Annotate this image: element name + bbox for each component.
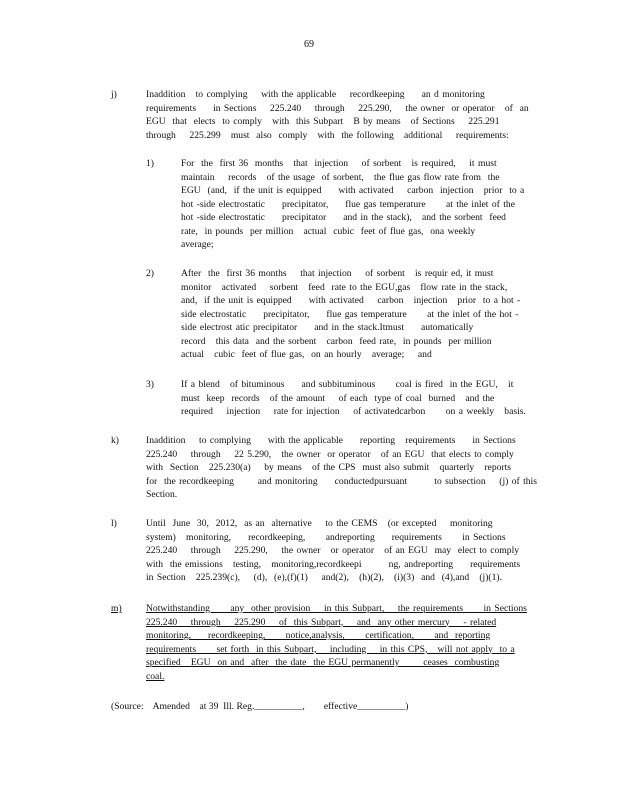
- text-line: Notwithstanding any other provision in this Subpart, the requirements in Sections: [146, 603, 527, 614]
- text-line: requirements in Sections 225.240 through 225.290, the owner or operator of an: [146, 102, 529, 114]
- text-line: hot -side electrostatic precipitator, flue gas temperature at the inlet of the: [181, 198, 515, 210]
- text-line: EGU (and, if the unit is equipped with activated carbon injection prior to a: [181, 185, 525, 196]
- paragraph-text: [146, 434, 541, 502]
- text-line: required injection rate for injection of activatedcarbon on a weekly basis.: [181, 406, 526, 417]
- text-line: monitoring, recordkeeping, notice,analysis, certification, and reporting: [146, 630, 491, 641]
- text-line: hot -side electrostatic precipitator and in the stack), and the sorbent feed: [181, 212, 506, 223]
- text-line: maintain records of the usage of sorbent, the flue gas flow rate from the: [181, 171, 500, 183]
- text-line: through 225.299 must also comply with the following additional requirements:: [146, 129, 509, 141]
- paragraph-label: m): [111, 603, 122, 614]
- page-number: 69: [304, 39, 314, 50]
- subparagraph-label: 2): [146, 268, 154, 279]
- text-line: actual cubic feet of flue gas, on an hourly average; and: [181, 349, 432, 360]
- text-line: 225.240 through 225.290 of this Subpart, and any other mercury - related: [146, 616, 497, 628]
- subparagraph-label: 3): [146, 379, 154, 390]
- text-line: side electrost atic precipitator and in the stack.Itmust automatically: [181, 322, 474, 333]
- text-line: For the first 36 months that injection of sorbent is required, it must: [181, 158, 497, 169]
- text-line: in Section 225.239(c), (d), (e),(f)(1) and(2), (h)(2), (i)(3) and (4),and (j)(1).: [146, 572, 503, 583]
- source-note: (Source: Amended at 39 Ill. Reg.__________, effective__________): [111, 701, 409, 712]
- text-line: Until June 30, 2012, as an alternative to the CEMS (or excepted monitoring: [146, 518, 493, 529]
- paragraph-label: l): [111, 518, 117, 529]
- text-line: record this data and the sorbent carbon feed rate, in pounds per million: [181, 335, 492, 347]
- text-line: average;: [181, 239, 214, 250]
- paragraph-text: [146, 88, 541, 142]
- text-line: coal.: [146, 670, 165, 682]
- text-line: 225.240 through 22 5.290, the owner or operator of an EGU that elects to comply: [146, 448, 514, 460]
- text-line: specified EGU on and after the date the EGU permanently ceases combusting: [146, 657, 500, 668]
- text-line: for the recordkeeping and monitoring conductedpursuant to subsection (j) of this: [146, 475, 537, 487]
- text-line: rate, in pounds per million actual cubic feet of flue gas, ona weekly: [181, 225, 476, 237]
- text-line: If a blend of bituminous and subbituminous coal is fired in the EGU, it: [181, 379, 514, 390]
- text-line: system) monitoring, recordkeeping, andreporting requirements in Sections: [146, 531, 506, 543]
- paragraph-label: j): [111, 89, 117, 100]
- subparagraph-text: [181, 378, 546, 419]
- paragraph-label: k): [111, 435, 119, 446]
- text-line: must keep records of the amount of each type of coal burned and the: [181, 392, 495, 404]
- text-line: side electrostatic precipitator, flue gas temperature at the inlet of the hot -: [181, 308, 519, 320]
- text-line: Inaddition to complying with the applicable reporting requirements in Sections: [146, 435, 516, 446]
- subparagraph-text: [181, 157, 546, 252]
- subparagraph-label: 1): [146, 158, 154, 169]
- text-line: with Section 225.230(a) by means of the CPS must also submit quarterly reports: [146, 462, 512, 473]
- paragraph-text: [146, 602, 541, 683]
- paragraph-text: [146, 517, 541, 585]
- text-line: with the emissions testing, monitoring,recordkeepi ng, andreporting requirements: [146, 558, 521, 570]
- text-line: Section.: [146, 489, 178, 500]
- text-line: monitor activated sorbent feed rate to the EGU,gas flow rate in the stack,: [181, 281, 508, 293]
- subparagraph-text: [181, 267, 546, 362]
- text-line: and, if the unit is equipped with activated carbon injection prior to a hot -: [181, 295, 521, 306]
- text-line: EGU that elects to comply with this Subpart B by means of Sections 225.291: [146, 116, 500, 127]
- text-line: 225.240 through 225.290, the owner or operator of an EGU may elect to comply: [146, 545, 520, 556]
- text-line: Inaddition to complying with the applicable recordkeeping an d monitoring: [146, 89, 485, 100]
- text-line: requirements set forth in this Subpart, including in this CPS, will not apply to a: [146, 643, 515, 655]
- text-line: After the first 36 months that injection of sorbent is requir ed, it must: [181, 268, 494, 279]
